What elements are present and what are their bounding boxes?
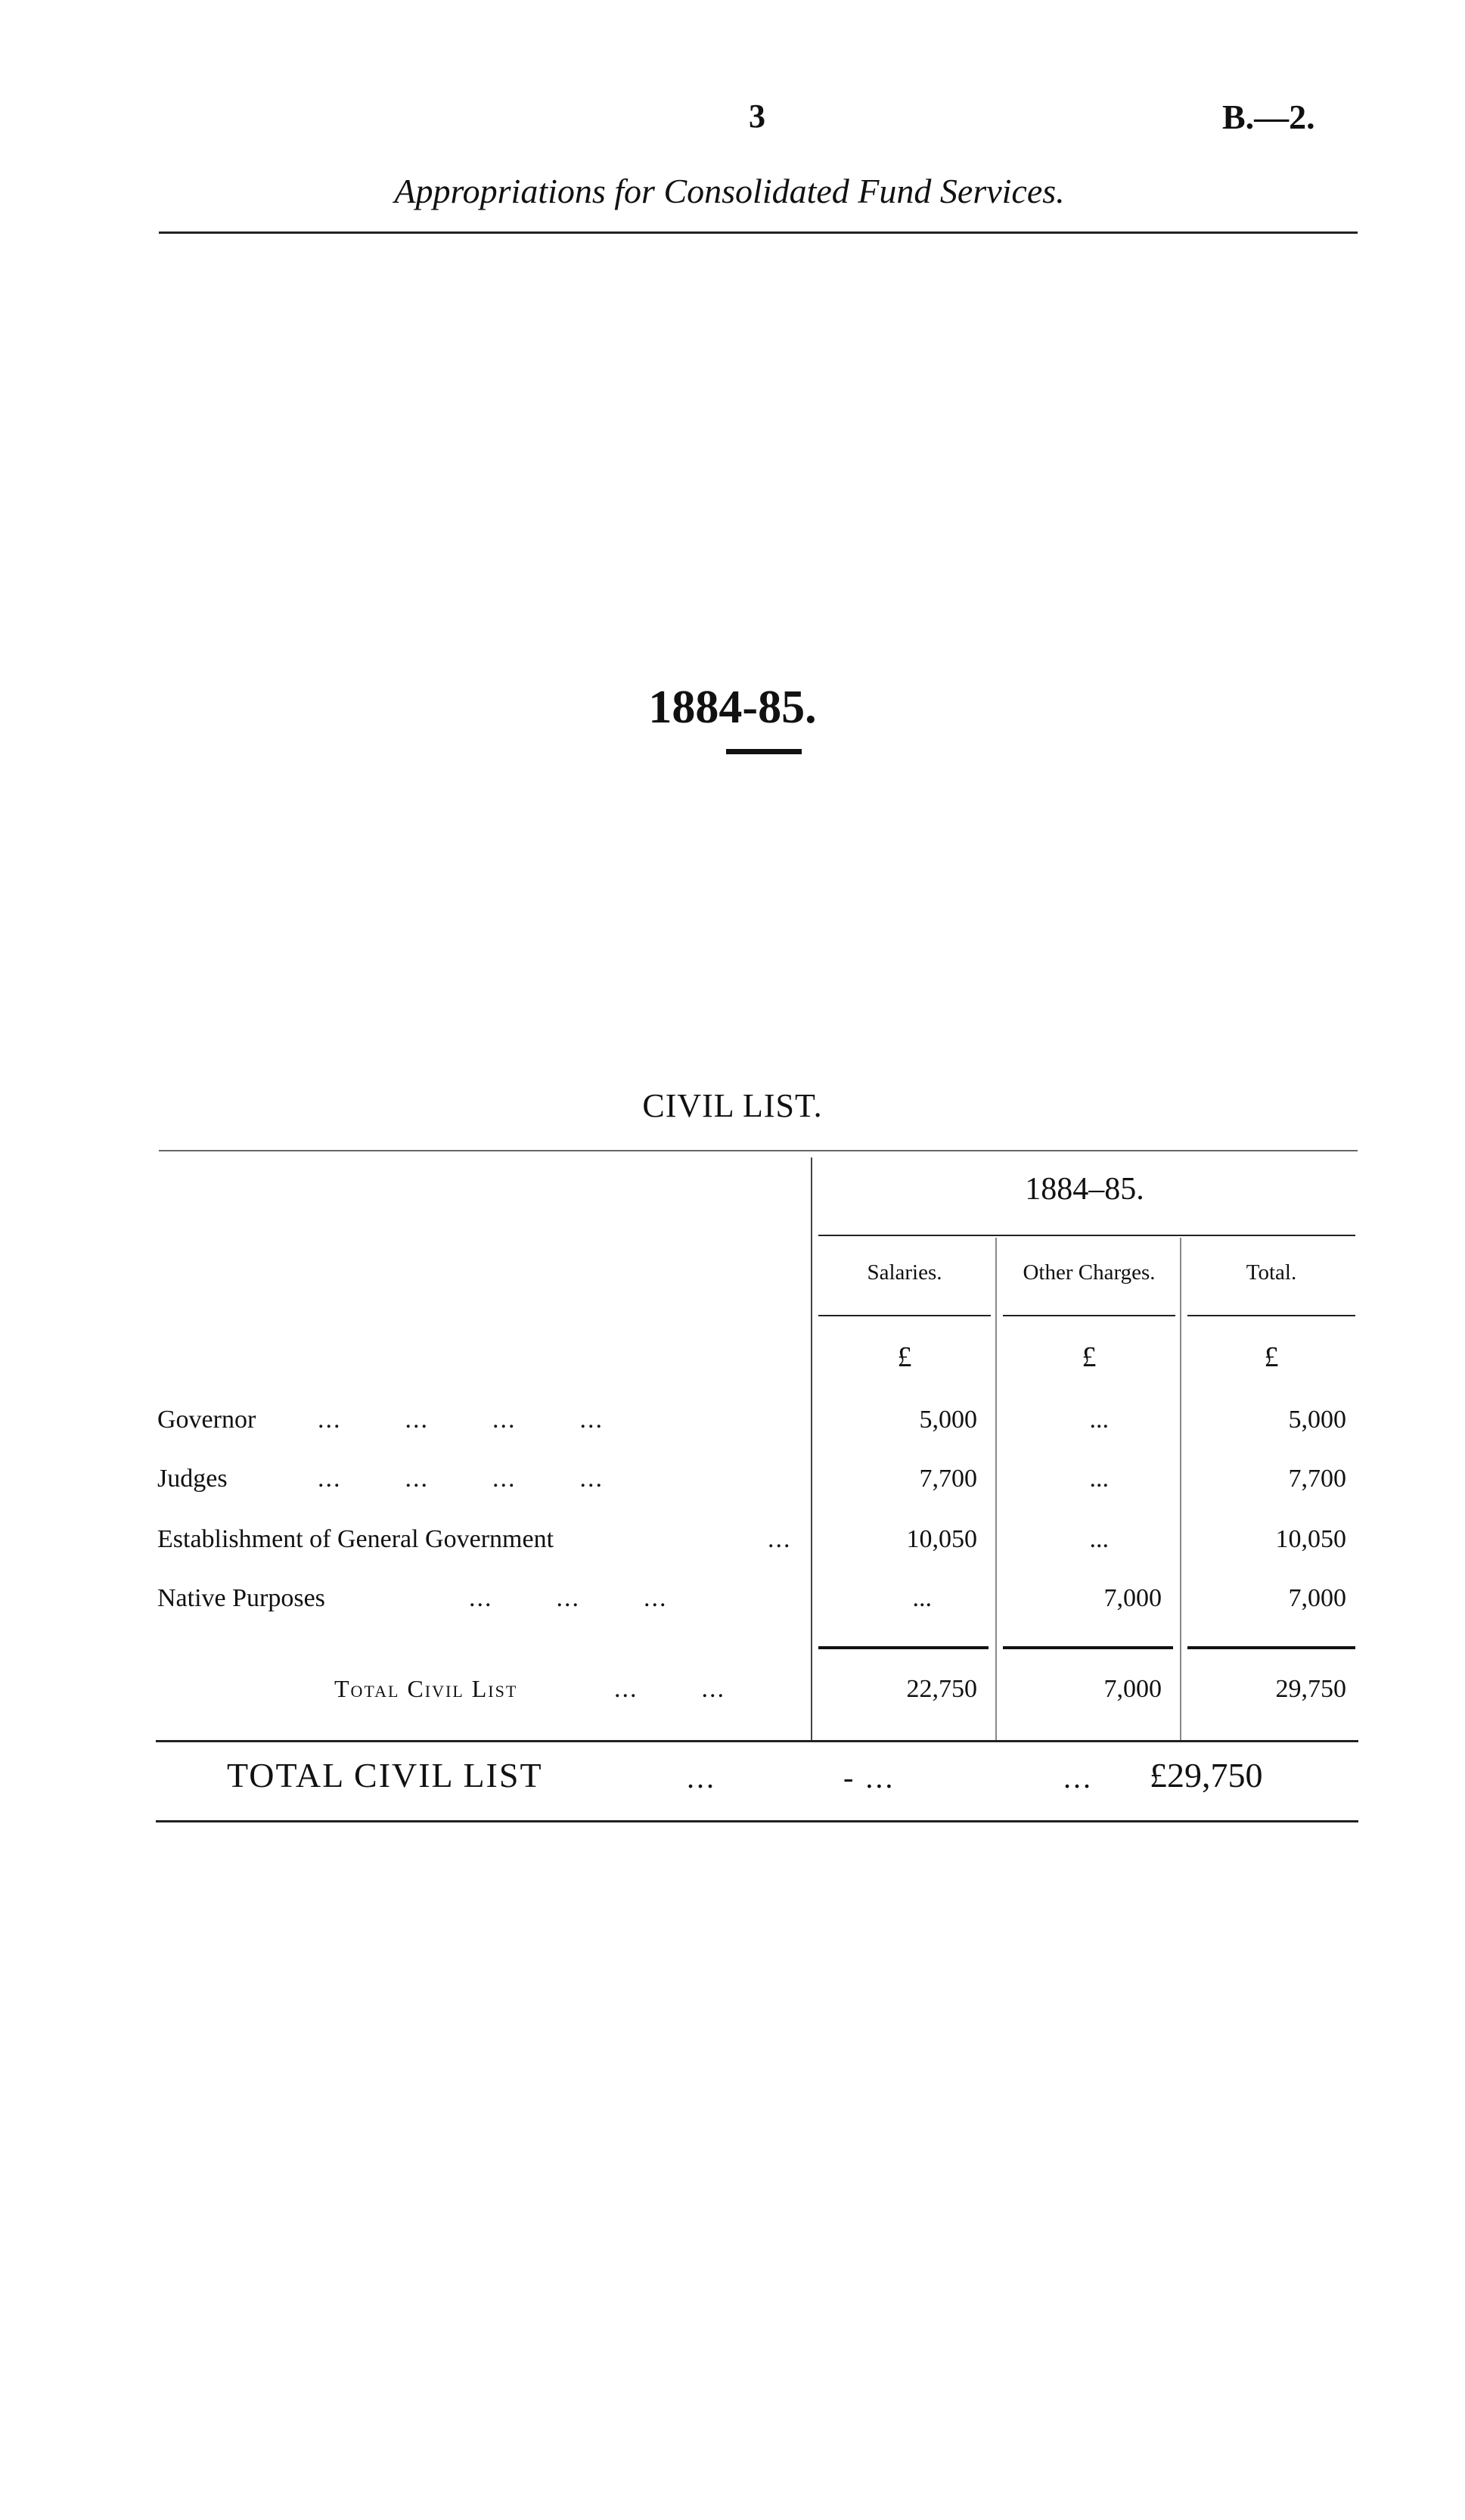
year-header-rule bbox=[818, 1235, 1355, 1236]
running-title bbox=[0, 171, 1465, 211]
section-title: CIVIL LIST. bbox=[642, 1087, 823, 1124]
row-label-establishment: Establishment of General Government bbox=[157, 1525, 554, 1553]
cell-establishment-total: 10,050 bbox=[1275, 1525, 1346, 1553]
unit-other-charges: £ bbox=[1082, 1341, 1097, 1373]
row-label-native-purposes: Native Purposes bbox=[157, 1584, 325, 1612]
year-heading: 1884-85. bbox=[648, 682, 817, 733]
cell-establishment-salaries: 10,050 bbox=[906, 1525, 977, 1553]
total-salaries: 22,750 bbox=[906, 1675, 977, 1703]
page-number: 3 bbox=[749, 98, 765, 135]
column-divider-1 bbox=[995, 1238, 997, 1740]
subtotal-rule-other bbox=[1003, 1646, 1173, 1649]
column-header-rule-2 bbox=[1003, 1315, 1175, 1316]
cell-native-other: 7,000 bbox=[1103, 1584, 1162, 1612]
total-total: 29,750 bbox=[1275, 1675, 1346, 1703]
row-leaders-judges: ... ... ... ... bbox=[318, 1465, 604, 1493]
row-leaders-native-purposes: ... ... ... bbox=[469, 1584, 668, 1612]
cell-governor-salaries: 5,000 bbox=[919, 1406, 977, 1434]
table-left-divider bbox=[811, 1157, 812, 1740]
year-heading-underline bbox=[726, 749, 802, 754]
column-divider-2 bbox=[1180, 1238, 1181, 1740]
grand-total-dots-2: - ... bbox=[843, 1760, 895, 1794]
column-header-total: Total. bbox=[1246, 1260, 1297, 1285]
cell-judges-other: ... bbox=[1089, 1465, 1109, 1493]
cell-governor-other: ... bbox=[1089, 1406, 1109, 1434]
column-header-rule-3 bbox=[1187, 1315, 1355, 1316]
cell-judges-salaries: 7,700 bbox=[919, 1465, 977, 1493]
subtotal-rule-total bbox=[1187, 1646, 1355, 1649]
table-year-header: 1884–85. bbox=[1025, 1172, 1144, 1207]
running-title-text: Appropriations for Consolidated Fund Services. bbox=[394, 172, 1065, 210]
unit-salaries: £ bbox=[897, 1341, 912, 1373]
unit-total: £ bbox=[1264, 1341, 1279, 1373]
total-civil-list-label: Total Civil List bbox=[334, 1675, 518, 1702]
cell-native-total: 7,000 bbox=[1288, 1584, 1346, 1612]
table-bottom-rule bbox=[156, 1740, 1358, 1742]
table-top-rule bbox=[159, 1150, 1358, 1151]
row-label-judges: Judges bbox=[157, 1465, 228, 1493]
grand-total-dots-1: ... bbox=[687, 1760, 716, 1794]
header-rule bbox=[159, 231, 1358, 234]
grand-total-label: TOTAL CIVIL LIST bbox=[227, 1756, 543, 1794]
grand-total-dots-3: ... bbox=[1063, 1760, 1093, 1794]
cell-governor-total: 5,000 bbox=[1288, 1406, 1346, 1434]
subtotal-rule-salaries bbox=[818, 1646, 989, 1649]
document-reference: B.—2. bbox=[1222, 98, 1315, 136]
column-header-salaries: Salaries. bbox=[867, 1260, 942, 1285]
row-label-governor: Governor bbox=[157, 1406, 256, 1434]
column-header-rule-1 bbox=[818, 1315, 991, 1316]
cell-native-salaries: ... bbox=[912, 1584, 932, 1612]
row-leaders-establishment: ... bbox=[768, 1525, 792, 1553]
total-other-charges: 7,000 bbox=[1103, 1675, 1162, 1703]
column-header-other-charges: Other Charges. bbox=[1023, 1260, 1156, 1285]
cell-establishment-other: ... bbox=[1089, 1525, 1109, 1553]
grand-total-value: £29,750 bbox=[1150, 1756, 1263, 1794]
row-leaders-governor: ... ... ... ... bbox=[318, 1406, 604, 1434]
total-civil-list-leaders: ... ... bbox=[614, 1675, 725, 1703]
grand-total-bottom-rule bbox=[156, 1820, 1358, 1822]
cell-judges-total: 7,700 bbox=[1288, 1465, 1346, 1493]
